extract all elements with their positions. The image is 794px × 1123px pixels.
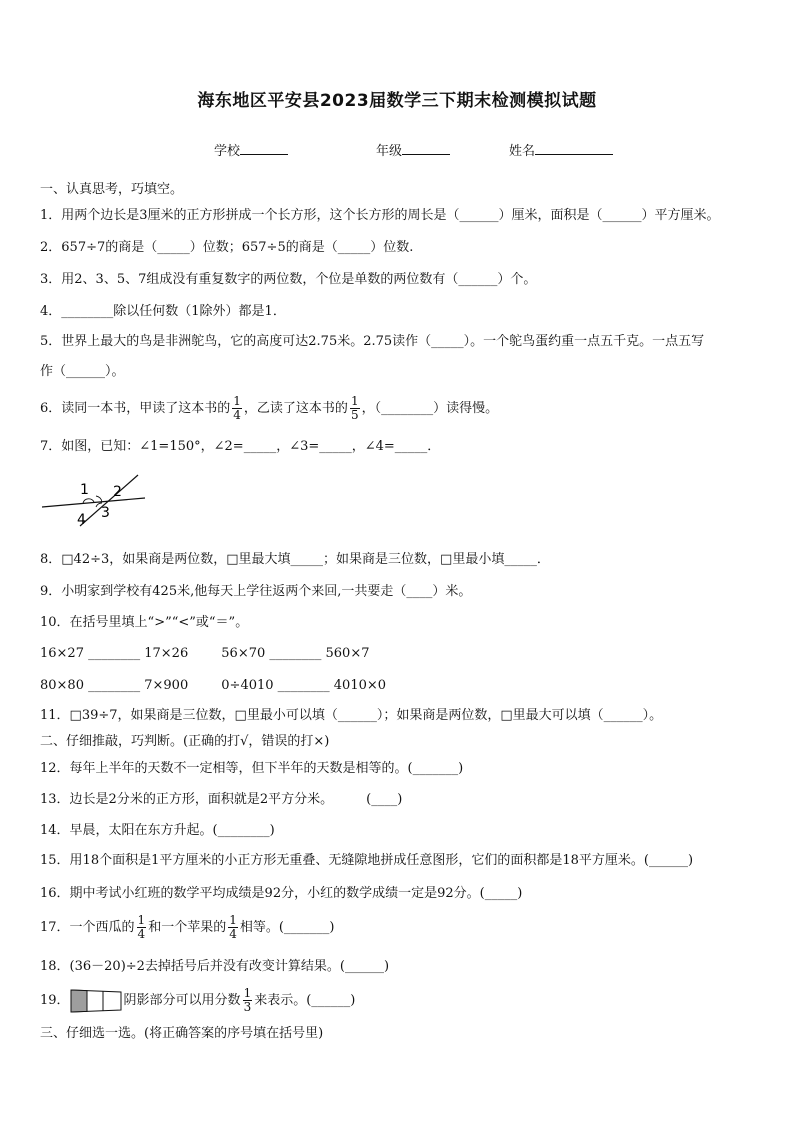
shaded-part: [71, 990, 87, 1012]
fraction-denominator: 5: [350, 408, 359, 422]
section-2-heading: 二、仔细推敲，巧判断。(正确的打√，错误的打×): [40, 734, 330, 749]
angle-label-3: 3: [101, 505, 110, 521]
trapezoid-figure: [70, 988, 122, 1014]
question-4: 4．________除以任何数（1除外）都是1．: [40, 304, 286, 319]
angle-label-1: 1: [80, 482, 89, 498]
fraction-one-quarter: [232, 395, 242, 422]
question-8: 8．□42÷3，如果商是两位数，□里最大填_____；如果商是三位数，□里最小填_____．: [40, 552, 550, 567]
fraction-denominator: 3: [243, 1000, 252, 1014]
question-17-part1: 17．一个西瓜的: [40, 920, 135, 935]
grade-field: [376, 140, 450, 159]
fraction-numerator: 1: [233, 394, 241, 408]
question-13: 13．边长是2分米的正方形，面积就是2平方分米。 (____): [40, 792, 403, 807]
fraction-one-quarter: [137, 914, 147, 941]
question-16: 16．期中考试小红班的数学平均成绩是92分，小红的数学成绩一定是92分。(_____): [40, 886, 523, 901]
grade-blank[interactable]: [402, 141, 450, 155]
name-blank[interactable]: [535, 141, 613, 155]
fraction-numerator: 1: [243, 986, 252, 1000]
name-label: 姓名: [509, 144, 536, 159]
fraction-one-third: [243, 987, 253, 1014]
fraction-denominator: 4: [229, 927, 237, 941]
question-17-part3: 相等。(_______): [239, 920, 335, 935]
question-19-part3: 来表示。(______): [254, 993, 356, 1008]
grade-label: 年级: [376, 144, 403, 159]
question-10-row2: 80×80 ________ 7×900 0÷4010 ________ 4010×0: [40, 678, 387, 693]
fraction-denominator: 4: [137, 927, 146, 941]
question-15: 15．用18个面积是1平方厘米的小正方形无重叠、无缝隙地拼成任意图形，它们的面积都是18平方厘米。(______): [40, 853, 694, 868]
name-field: [509, 140, 613, 159]
question-6: [40, 390, 498, 428]
question-10-row1: 16×27 ________ 17×26 56×70 ________ 560×7: [40, 646, 370, 661]
question-3: 3．用2、3、5、7组成没有重复数字的两位数，个位是单数的两位数有（______）个。: [40, 272, 537, 287]
school-field: [214, 140, 288, 159]
fraction-denominator: 4: [233, 408, 241, 422]
school-label: 学校: [214, 144, 241, 159]
section-1-heading: 一、认真思考，巧填空。: [40, 182, 184, 197]
question-7: 7．如图，已知：∠1=150°，∠2=_____，∠3=_____，∠4=_____．: [40, 439, 441, 454]
question-19: [40, 982, 355, 1020]
school-blank[interactable]: [240, 141, 288, 155]
horizontal-line: [42, 498, 145, 507]
question-17: [40, 909, 335, 947]
question-10: 10．在括号里填上“>”“<”或“＝”。: [40, 615, 249, 630]
question-18: 18．(36－20)÷2去掉括号后并没有改变计算结果。(______): [40, 959, 390, 974]
question-19-number: 19．: [40, 993, 70, 1008]
question-9: 9．小明家到学校有425米,他每天上学往返两个来回,一共要走（____）米。: [40, 584, 472, 599]
question-12: 12．每年上半年的天数不一定相等，但下半年的天数是相等的。(_______): [40, 761, 464, 776]
question-6-part2: ，乙读了这本书的: [243, 401, 348, 416]
fraction-numerator: 1: [229, 913, 237, 927]
fraction-one-quarter: [228, 914, 238, 941]
question-19-part2: 阴影部分可以用分数: [123, 993, 241, 1008]
angle-figure: [40, 470, 150, 530]
fraction-numerator: 1: [350, 394, 359, 408]
question-14: 14．早晨，太阳在东方升起。(________): [40, 823, 275, 838]
angle-arc-2: [96, 496, 102, 502]
question-1: 1．用两个边长是3厘米的正方形拼成一个长方形，这个长方形的周长是（______）厘米，面积是（______）平方厘米。: [40, 208, 720, 223]
question-2: 2．657÷7的商是（_____）位数；657÷5的商是（_____）位数.: [40, 240, 414, 255]
fraction-numerator: 1: [137, 913, 146, 927]
question-5-line2: 作（______）。: [40, 364, 125, 379]
page-title: 海东地区平安县2023届数学三下期末检测模拟试题: [197, 91, 597, 111]
section-3-heading: 三、仔细选一选。(将正确答案的序号填在括号里): [40, 1026, 324, 1041]
fraction-one-fifth: [350, 395, 360, 422]
question-17-part2: 和一个苹果的: [148, 920, 227, 935]
question-11: 11．□39÷7，如果商是三位数，□里最小可以填（______）；如果商是两位数，□里最大可以填（______）。: [40, 708, 663, 723]
angle-label-2: 2: [113, 484, 122, 500]
angle-label-4: 4: [77, 512, 86, 528]
question-6-part3: ，（________）读得慢。: [361, 401, 499, 416]
question-5-line1: 5．世界上最大的鸟是非洲鸵鸟，它的高度可达2.75米。2.75读作（_____）。一个鸵鸟蛋约重一点五千克。一点五写: [40, 334, 705, 349]
question-6-part1: 6．读同一本书，甲读了这本书的: [40, 401, 231, 416]
